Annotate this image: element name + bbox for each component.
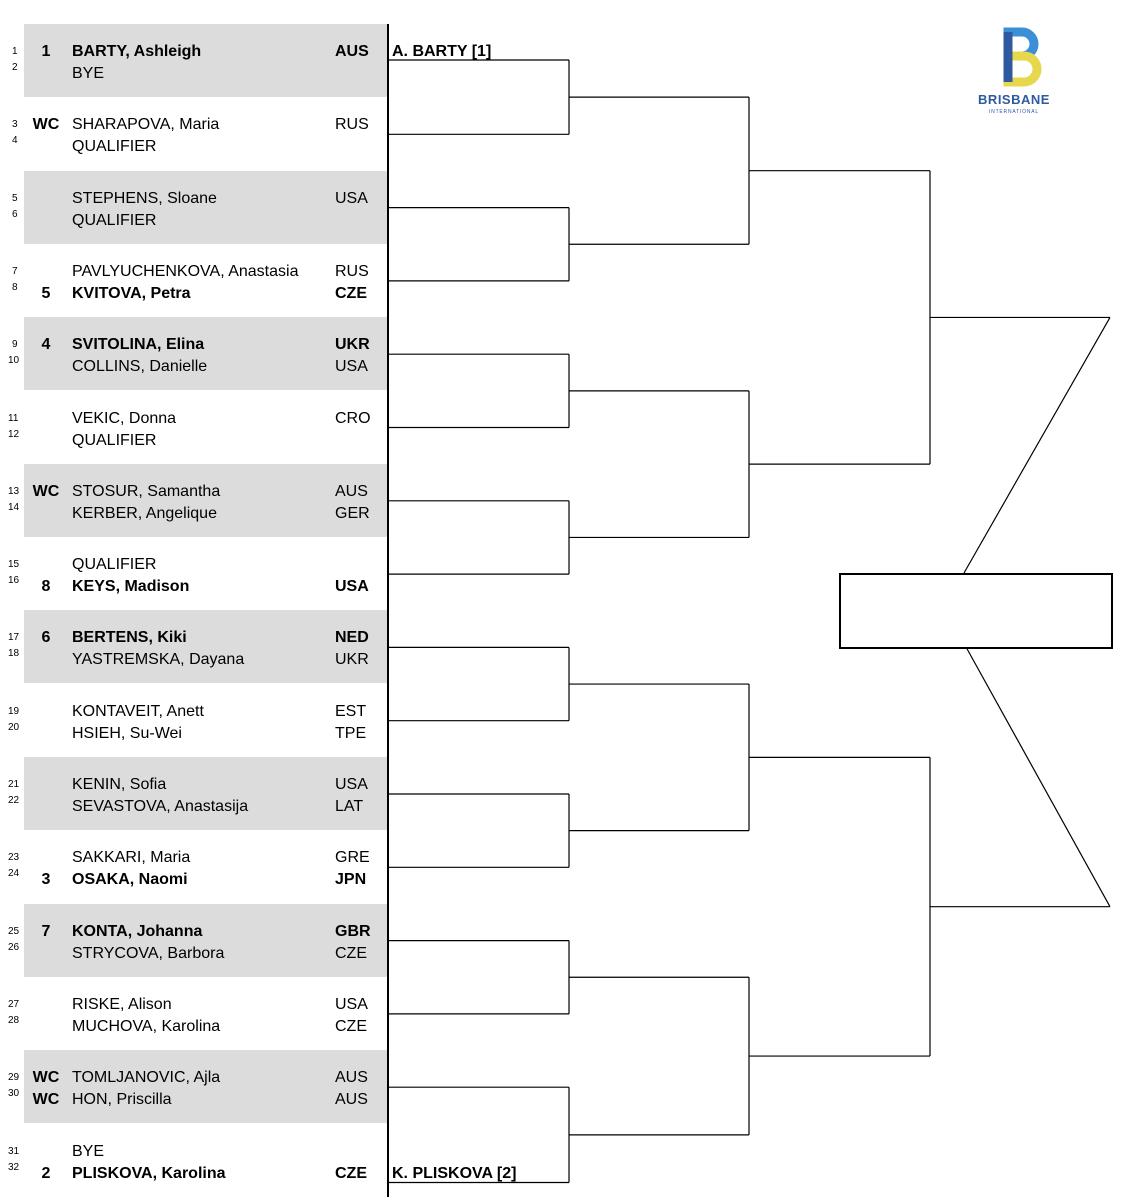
player-name: COLLINS, Danielle bbox=[72, 358, 208, 376]
seed-label: 2 bbox=[41, 1164, 51, 1182]
draw-position-number: 31 bbox=[8, 1145, 20, 1157]
player-name: HSIEH, Su-Wei bbox=[72, 724, 182, 742]
seed-label: WC bbox=[32, 1069, 60, 1087]
draw-position-number: 2 bbox=[12, 62, 18, 73]
player-nationality: CZE bbox=[335, 284, 367, 302]
player-nationality: AUS bbox=[335, 1069, 368, 1087]
player-nationality: CZE bbox=[335, 944, 367, 962]
player-nationality: USA bbox=[335, 995, 368, 1013]
player-name: STOSUR, Samantha bbox=[72, 482, 221, 500]
player-name: MUCHOVA, Karolina bbox=[72, 1017, 221, 1035]
player-name: BERTENS, Kiki bbox=[72, 629, 187, 647]
player-name: HON, Priscilla bbox=[72, 1091, 172, 1109]
draw-position-number: 3 bbox=[12, 119, 18, 131]
player-name: TOMLJANOVIC, Ajla bbox=[72, 1069, 221, 1087]
seed-label: 3 bbox=[41, 871, 51, 889]
player-nationality: USA bbox=[335, 358, 368, 376]
player-nationality: USA bbox=[335, 189, 368, 207]
seed-label: 7 bbox=[41, 922, 51, 940]
player-name: QUALIFIER bbox=[72, 431, 157, 449]
bracket-final-connector bbox=[966, 647, 1110, 907]
bracket-final-connector bbox=[964, 317, 1110, 573]
player-nationality: AUS bbox=[335, 43, 369, 60]
player-nationality: NED bbox=[335, 629, 369, 647]
player-name: SHARAPOVA, Maria bbox=[72, 116, 220, 134]
player-nationality: USA bbox=[335, 578, 369, 596]
player-name: KEYS, Madison bbox=[72, 578, 190, 596]
seed-label: WC bbox=[32, 482, 60, 500]
draw-position-number: 24 bbox=[8, 868, 20, 880]
draw-position-number: 12 bbox=[8, 428, 20, 440]
seed-label: 5 bbox=[41, 284, 51, 302]
draw-position-number: 28 bbox=[8, 1014, 20, 1026]
draw-position-number: 20 bbox=[8, 721, 20, 733]
draw-position-number: 1 bbox=[12, 46, 18, 57]
draw-position-number: 17 bbox=[8, 632, 20, 644]
draw-position-number: 5 bbox=[12, 192, 18, 204]
draw-position-number: 9 bbox=[12, 339, 18, 351]
player-nationality: AUS bbox=[335, 1091, 368, 1109]
draw-position-number: 18 bbox=[8, 648, 20, 660]
player-name: KENIN, Sofia bbox=[72, 776, 167, 793]
player-name: QUALIFIER bbox=[72, 138, 157, 156]
seed-label: WC bbox=[32, 116, 60, 134]
player-name: BARTY, Ashleigh bbox=[72, 43, 202, 60]
player-nationality: GBR bbox=[335, 922, 371, 940]
draw-position-number: 13 bbox=[8, 485, 20, 497]
seed-label: 4 bbox=[41, 336, 51, 354]
logo-subtext: INTERNATIONAL bbox=[988, 109, 1040, 115]
player-name: VEKIC, Donna bbox=[72, 409, 177, 427]
draw-position-number: 7 bbox=[12, 265, 18, 277]
player-nationality: CZE bbox=[335, 1017, 367, 1035]
player-nationality: UKR bbox=[335, 651, 369, 669]
round2-advancer: A. BARTY [1] bbox=[392, 43, 492, 60]
draw-position-number: 21 bbox=[8, 779, 20, 790]
draw-position-number: 25 bbox=[8, 925, 20, 937]
draw-position-number: 10 bbox=[8, 355, 20, 367]
player-nationality: GER bbox=[335, 504, 370, 522]
player-name: YASTREMSKA, Dayana bbox=[72, 651, 245, 669]
player-name: QUALIFIER bbox=[72, 211, 157, 229]
draw-position-number: 16 bbox=[8, 575, 20, 587]
player-nationality: LAT bbox=[335, 798, 364, 815]
player-name: PLISKOVA, Karolina bbox=[72, 1164, 226, 1182]
player-name: PAVLYUCHENKOVA, Anastasia bbox=[72, 262, 299, 280]
player-name: RISKE, Alison bbox=[72, 995, 172, 1013]
draw-position-number: 8 bbox=[12, 281, 18, 293]
player-nationality: TPE bbox=[335, 724, 367, 742]
player-nationality: JPN bbox=[335, 871, 367, 889]
player-nationality: CZE bbox=[335, 1164, 367, 1182]
brisbane-international-logo bbox=[964, 26, 1064, 120]
player-name: SEVASTOVA, Anastasija bbox=[72, 798, 249, 815]
player-name: BYE bbox=[72, 65, 105, 82]
champion-box bbox=[839, 573, 1113, 649]
player-name: KVITOVA, Petra bbox=[72, 284, 191, 302]
draw-position-number: 32 bbox=[8, 1161, 20, 1173]
seed-label: 1 bbox=[41, 43, 51, 60]
draw-position-number: 23 bbox=[8, 852, 20, 864]
player-nationality: EST bbox=[335, 702, 367, 720]
seed-label: 6 bbox=[41, 629, 51, 647]
seed-label: WC bbox=[32, 1091, 60, 1109]
player-name: BYE bbox=[72, 1142, 105, 1160]
player-name: STEPHENS, Sloane bbox=[72, 189, 217, 207]
logo-wordmark: BRISBANE bbox=[978, 92, 1050, 107]
player-nationality: AUS bbox=[335, 482, 368, 500]
draw-position-number: 22 bbox=[8, 795, 20, 806]
player-name: KONTA, Johanna bbox=[72, 922, 203, 940]
draw-position-number: 29 bbox=[8, 1072, 20, 1084]
draw-position-number: 6 bbox=[12, 208, 18, 220]
draw-position-number: 30 bbox=[8, 1088, 20, 1100]
player-nationality: UKR bbox=[335, 336, 370, 354]
player-nationality: USA bbox=[335, 776, 368, 793]
player-name: SVITOLINA, Elina bbox=[72, 336, 205, 354]
player-name: OSAKA, Naomi bbox=[72, 871, 188, 889]
player-nationality: RUS bbox=[335, 116, 369, 134]
player-name: KERBER, Angelique bbox=[72, 504, 217, 522]
brisbane-b-icon bbox=[964, 26, 1064, 92]
player-name: QUALIFIER bbox=[72, 556, 157, 574]
draw-position-number: 4 bbox=[12, 135, 18, 147]
player-nationality: CRO bbox=[335, 409, 371, 427]
draw-position-number: 27 bbox=[8, 998, 20, 1010]
player-name: STRYCOVA, Barbora bbox=[72, 944, 225, 962]
draw-position-number: 15 bbox=[8, 559, 20, 571]
draw-position-number: 26 bbox=[8, 941, 20, 953]
player-name: SAKKARI, Maria bbox=[72, 849, 191, 867]
player-nationality: RUS bbox=[335, 262, 369, 280]
player-nationality: GRE bbox=[335, 849, 370, 867]
draw-position-number: 14 bbox=[8, 501, 20, 513]
draw-position-number: 19 bbox=[8, 705, 20, 717]
round2-advancer: K. PLISKOVA [2] bbox=[392, 1164, 517, 1182]
draw-position-number: 11 bbox=[8, 412, 19, 424]
seed-label: 8 bbox=[41, 578, 51, 596]
player-name: KONTAVEIT, Anett bbox=[72, 702, 204, 720]
